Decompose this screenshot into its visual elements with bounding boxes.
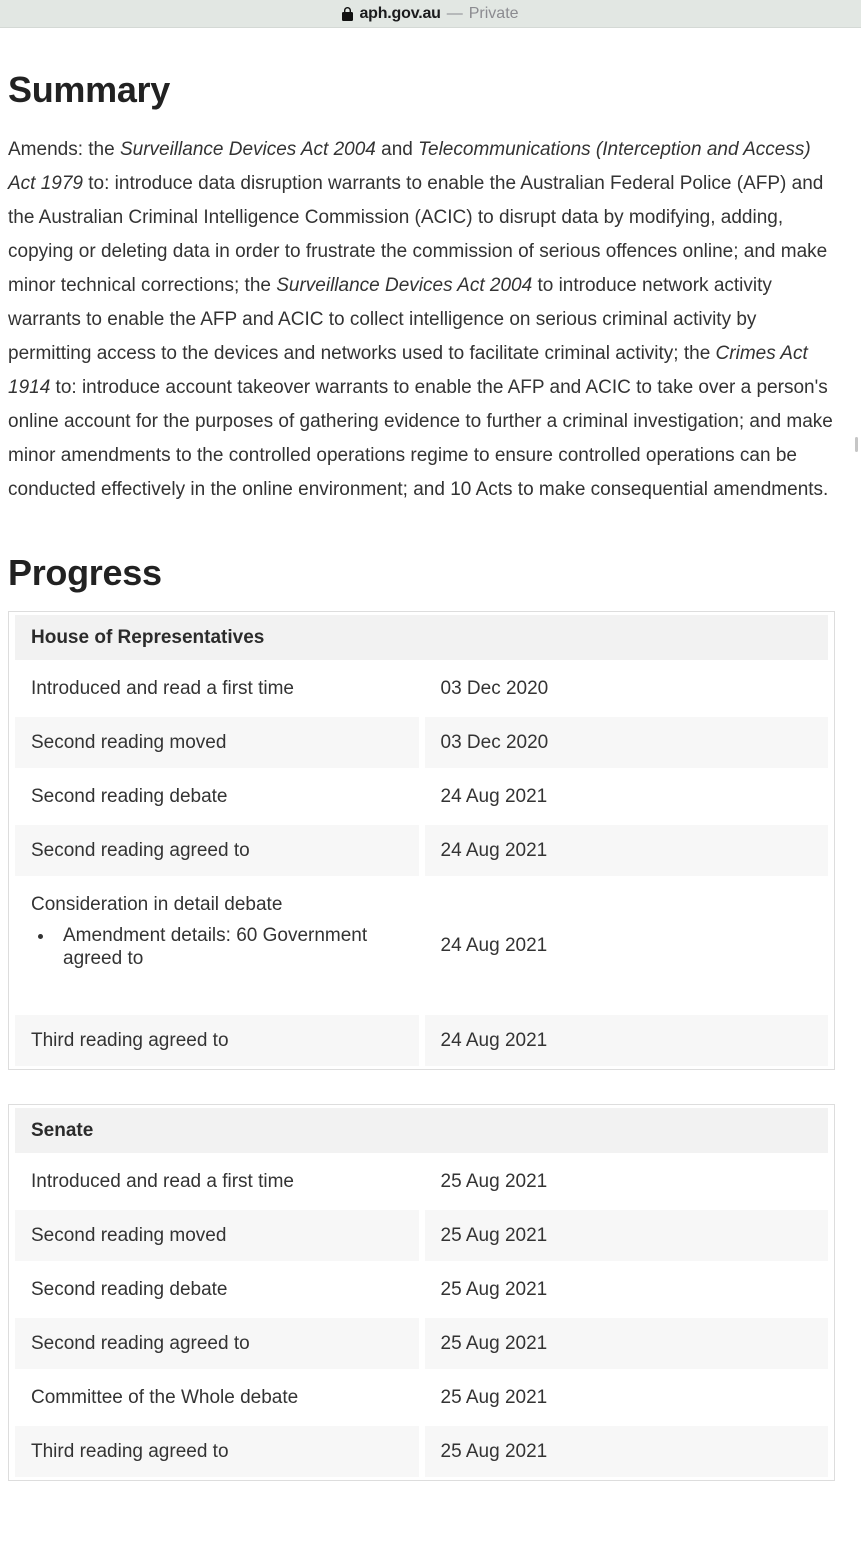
summary-text-segment: Amends: the [8,139,120,161]
stage-cell [15,717,419,768]
chamber-header: Senate [15,1108,828,1153]
stage-cell [15,879,419,1012]
date-cell: 03 Dec 2020 [425,717,829,768]
page-content [0,28,861,1481]
table-header-row [15,615,828,660]
stage-label: Second reading agreed to [31,1333,250,1355]
act-title-italic: Telecommunications (Interception and Access) Act 1979 [8,139,811,195]
summary-text-segment: to: introduce account takeover warrants to enable the AFP and ACIC to take over a person's online account for the purposes of gathering evidence to further a criminal investigation; and make minor amendments to the controlled operations regime to ensure controlled operations can be conducted effectively in the online environment; and 10 Acts to make consequential amendments. [8,377,833,501]
lock-icon [342,7,353,22]
progress-tables [8,611,835,1481]
date-cell: 24 Aug 2021 [425,771,829,822]
stage-label: Second reading moved [31,1225,227,1247]
stage-label: Third reading agreed to [31,1441,229,1463]
stage-cell [15,1318,419,1369]
summary-paragraph [8,133,835,507]
table-row [15,771,828,822]
stage-label: Second reading moved [31,732,227,754]
date-cell: 24 Aug 2021 [425,879,829,1012]
progress-table-senate [8,1104,835,1481]
table-row [15,1372,828,1423]
act-title-italic: Surveillance Devices Act 2004 [119,139,376,161]
progress-heading: Progress [8,552,162,594]
stage-cell [15,1372,419,1423]
table-row [15,879,828,1012]
stage-label: Committee of the Whole debate [31,1387,299,1409]
url-separator: — [446,4,463,22]
stage-cell [15,825,419,876]
stage-cell [15,1210,419,1261]
stage-label: Second reading debate [31,1279,228,1301]
summary-text-segment: and [375,139,419,161]
date-cell: 25 Aug 2021 [425,1264,829,1315]
summary-heading: Summary [8,69,170,110]
table-row [15,1015,828,1066]
table-row [15,1318,828,1369]
act-title-italic: Surveillance Devices Act 2004 [276,275,533,297]
stage-label: Introduced and read a first time [31,678,294,700]
browser-url-bar[interactable] [0,0,861,28]
summary-text-segment: to introduce network activity warrants to enable the AFP and ACIC to collect intelligence on serious criminal activity by permitting access to the devices and networks used to facilitate criminal activity; the [8,275,772,365]
date-cell: 24 Aug 2021 [425,825,829,876]
stage-cell [15,771,419,822]
progress-table-house-of-representatives [8,611,835,1070]
act-title-italic: Crimes Act 1914 [8,343,808,399]
scrollbar-thumb[interactable] [855,437,858,452]
date-cell: 25 Aug 2021 [425,1210,829,1261]
table-row [15,663,828,714]
url-domain: aph.gov.au [359,4,441,22]
amendment-details-list [31,924,403,970]
date-cell: 25 Aug 2021 [425,1318,829,1369]
stage-cell [15,1015,419,1066]
stage-cell [15,1426,419,1477]
date-cell: 25 Aug 2021 [425,1156,829,1207]
table-row [15,1264,828,1315]
table-row [15,1426,828,1477]
private-mode-label: Private [468,4,519,22]
date-cell: 24 Aug 2021 [425,1015,829,1066]
table-row [15,825,828,876]
stage-cell [15,1156,419,1207]
stage-label: Third reading agreed to [31,1030,229,1052]
stage-cell [15,1264,419,1315]
stage-cell [15,663,419,714]
stage-label: Introduced and read a first time [31,1171,294,1193]
date-cell: 25 Aug 2021 [425,1372,829,1423]
stage-label: Second reading debate [31,786,228,808]
summary-text-segment: to: introduce data disruption warrants to enable the Australian Federal Police (AFP) and the Australian Criminal Intelligence Commission (ACIC) to disrupt data by modifying, adding, copying or deleting data in order to frustrate the commission of serious offences online; and make minor technical corrections; the [8,173,828,297]
table-row [15,1210,828,1261]
chamber-header: House of Representatives [15,615,828,660]
table-row [15,717,828,768]
stage-label: Second reading agreed to [31,840,250,862]
stage-label: Consideration in detail debate [31,894,283,916]
table-row [15,1156,828,1207]
table-header-row [15,1108,828,1153]
amendment-details-item: • Amendment details: 60 Government agreed to [55,924,403,970]
date-cell: 25 Aug 2021 [425,1426,829,1477]
date-cell: 03 Dec 2020 [425,663,829,714]
